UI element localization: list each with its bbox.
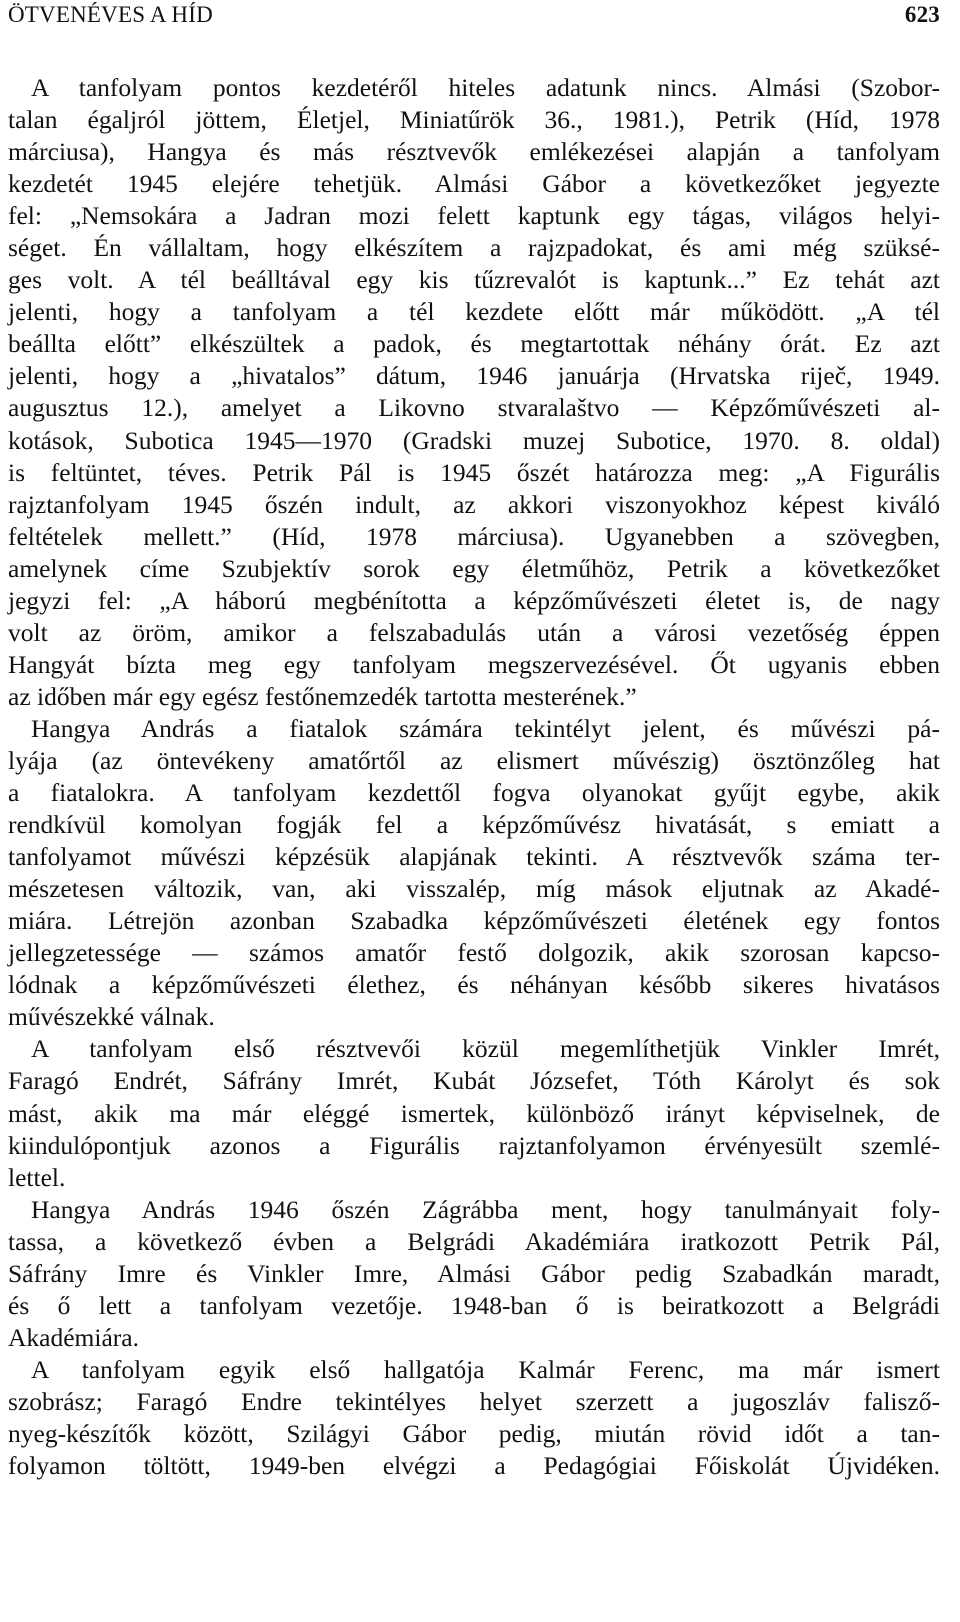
text-line: művészekké válnak. bbox=[8, 1002, 215, 1032]
text-line: feltételek mellett.” (Híd, 1978 márciusa). Ugyanebben a szövegben, bbox=[8, 521, 940, 551]
text-line: talan égaljról jöttem, Életjel, Miniatűrök 36., 1981.), Petrik (Híd, 1978 bbox=[8, 105, 940, 135]
text-line: A tanfolyam pontos kezdetéről hiteles adatunk nincs. Almási (Szobor- bbox=[31, 73, 940, 102]
text-line: tassa, a következő évben a Belgrádi Akadémiára iratkozott Petrik Pál, bbox=[8, 1226, 940, 1256]
text-line: és ő lett a tanfolyam vezetője. 1948-ban ő is beiratkozott a Belgrádi bbox=[8, 1290, 940, 1320]
text-line: augusztus 12.), amelyet a Likovno stvaralaštvo — Képzőművészeti al- bbox=[8, 393, 940, 423]
text-line: nyeg-készítők között, Szilágyi Gábor pedig, miután rövid időt a tan- bbox=[8, 1418, 940, 1448]
text-line: fel: „Nemsokára a Jadran mozi felett kaptunk egy tágas, világos helyi- bbox=[8, 201, 940, 231]
text-line: szobrász; Faragó Endre tekintélyes helyet szerzett a jugoszláv falisző- bbox=[8, 1386, 940, 1416]
text-line: folyamon töltött, 1949-ben elvégzi a Pedagógiai Főiskolát Újvidéken. bbox=[8, 1451, 940, 1481]
text-line: is feltüntet, téves. Petrik Pál is 1945 őszét határozza meg: „A Figurális bbox=[8, 457, 940, 487]
text-line: amelynek címe Szubjektív sorok egy életműhöz, Petrik a következőket bbox=[8, 553, 940, 583]
running-title: ÖTVENÉVES A HÍD bbox=[8, 2, 213, 27]
text-line: A tanfolyam első résztvevői közül megemlíthetjük Vinkler Imrét, bbox=[31, 1034, 940, 1064]
text-line: lettel. bbox=[8, 1162, 66, 1192]
text-line: jellegzetessége — számos amatőr festő dolgozik, akik szorosan kapcso- bbox=[8, 938, 940, 968]
text-line: kiindulópontjuk azonos a Figurális rajztanfolyamon érvényesült szemlé- bbox=[8, 1130, 940, 1160]
text-line: jegyzi fel: „A háború megbénította a képzőművészeti életet is, de nagy bbox=[8, 585, 940, 615]
text-line: séget. Én vállaltam, hogy elkészítem a rajzpadokat, és ami még szüksé- bbox=[8, 233, 940, 263]
text-line: a fiatalokra. A tanfolyam kezdettől fogva olyanokat gyűjt egybe, akik bbox=[8, 778, 940, 808]
text-line: mást, akik ma már eléggé ismertek, különböző irányt képviselnek, de bbox=[8, 1098, 940, 1128]
text-line: mészetesen változik, van, aki visszalép, míg mások eljutnak az Akadé- bbox=[8, 874, 940, 904]
text-line: Akadémiára. bbox=[8, 1322, 139, 1352]
text-line: A tanfolyam egyik első hallgatója Kalmár Ferenc, ma már ismert bbox=[31, 1354, 940, 1384]
text-line: miára. Létrejön azonban Szabadka képzőművészeti életének egy fontos bbox=[8, 906, 940, 936]
page-number: 623 bbox=[904, 2, 940, 27]
text-line: lódnak a képzőművészeti élethez, és néhányan később sikeres hivatásos bbox=[8, 970, 940, 1000]
text-line: az időben már egy egész festőnemzedék tartotta mesterének.” bbox=[8, 681, 637, 711]
text-line: ges volt. A tél beálltával egy kis tűzrevalót is kaptunk...” Ez tehát azt bbox=[8, 265, 940, 295]
text-line: kezdetét 1945 elejére tehetjük. Almási Gábor a következőket jegyezte bbox=[8, 169, 940, 199]
text-line: Sáfrány Imre és Vinkler Imre, Almási Gábor pedig Szabadkán maradt, bbox=[8, 1258, 940, 1288]
text-line: Hangyát bízta meg egy tanfolyam megszervezésével. Őt ugyanis ebben bbox=[8, 649, 940, 679]
text-line: lyája (az öntevékeny amatőrtől az elismert művészig) ösztönzőleg hat bbox=[8, 745, 940, 775]
text-line: jelenti, hogy a tanfolyam a tél kezdete előtt már működött. „A tél bbox=[8, 297, 940, 327]
text-line: rendkívül komolyan fogják fel a képzőművész hivatását, s emiatt a bbox=[8, 810, 940, 840]
running-header bbox=[8, 0, 940, 30]
text-line: Faragó Endrét, Sáfrány Imrét, Kubát Józsefet, Tóth Károlyt és sok bbox=[8, 1066, 940, 1096]
book-page bbox=[8, 0, 940, 1622]
text-line: Hangya András 1946 őszén Zágrábba ment, hogy tanulmányait foly- bbox=[31, 1194, 940, 1224]
text-line: rajztanfolyam 1945 őszén indult, az akkori viszonyokhoz képest kiváló bbox=[8, 489, 940, 519]
text-line: beállta előtt” elkészültek a padok, és megtartottak néhány órát. Ez azt bbox=[8, 329, 940, 359]
text-line: márciusa), Hangya és más résztvevők emlékezései alapján a tanfolyam bbox=[8, 137, 940, 167]
body-text bbox=[8, 72, 940, 1482]
text-line: kotások, Subotica 1945—1970 (Gradski muzej Subotice, 1970. 8. oldal) bbox=[8, 425, 940, 455]
text-line: Hangya András a fiatalok számára tekintélyt jelent, és művészi pá- bbox=[31, 713, 940, 743]
text-line: volt az öröm, amikor a felszabadulás után a városi vezetőség éppen bbox=[8, 617, 940, 647]
text-line: jelenti, hogy a „hivatalos” dátum, 1946 januárja (Hrvatska riječ, 1949. bbox=[8, 361, 940, 391]
text-line: tanfolyamot művészi képzésük alapjának tekinti. A résztvevők száma ter- bbox=[8, 842, 940, 872]
